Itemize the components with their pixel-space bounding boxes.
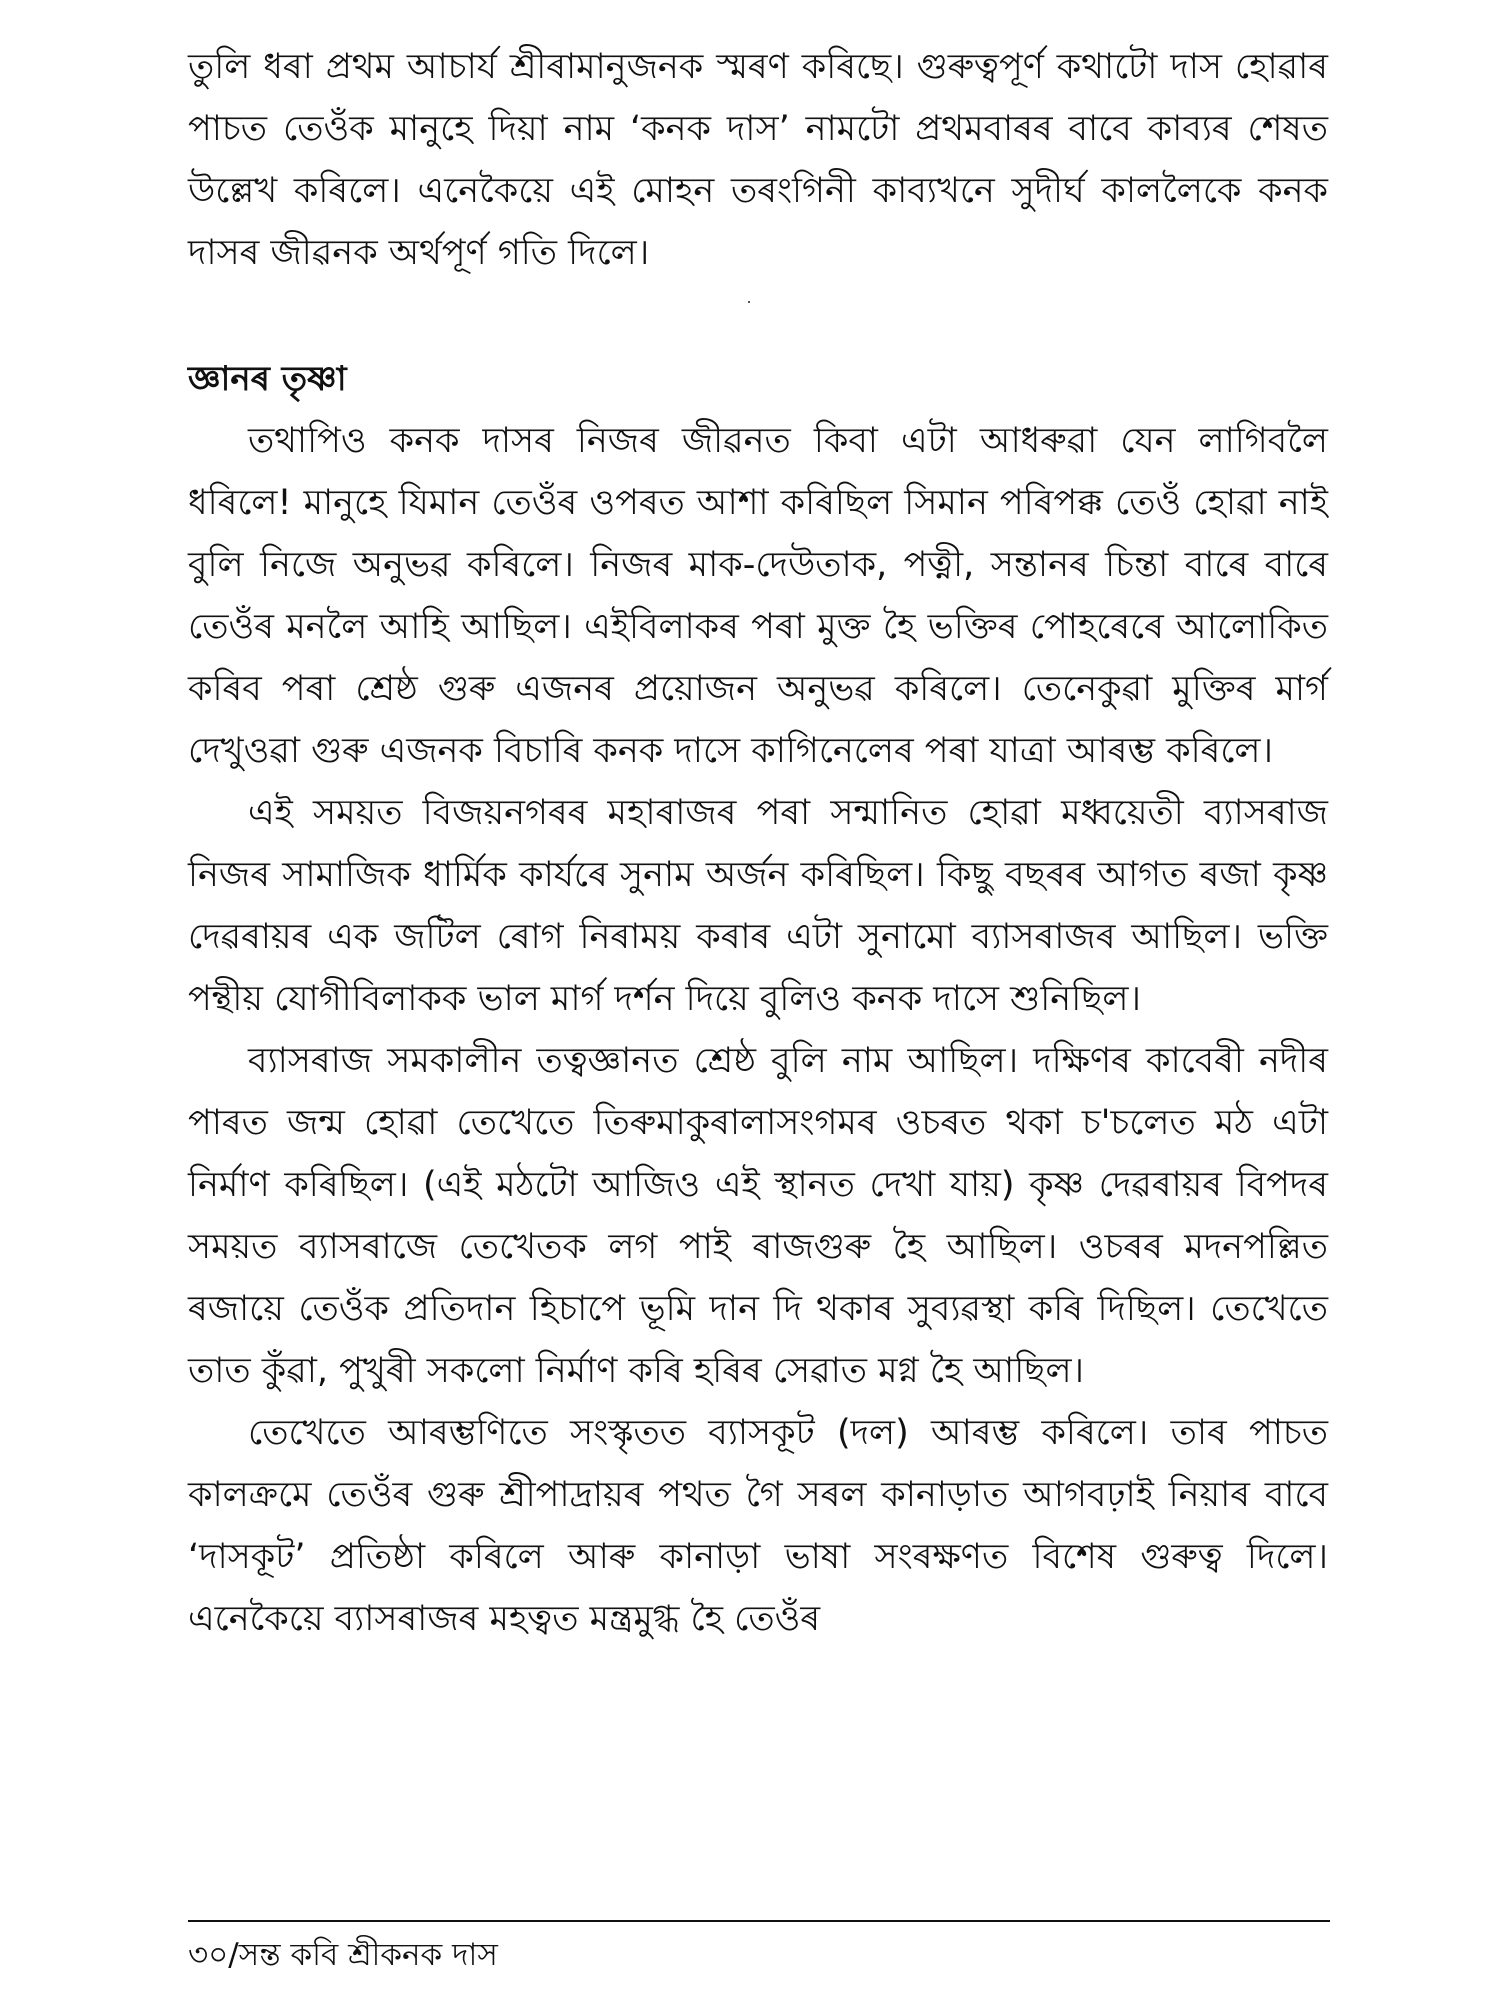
- section-knowledge-thirst: [188, 348, 1328, 1650]
- print-speck: [748, 301, 750, 303]
- paragraph: ব্যাসৰাজ সমকালীন তত্বজ্ঞানত শ্ৰেষ্ঠ বুলি নাম আছিল। দক্ষিণৰ কাবেৰী নদীৰ পাৰত জন্ম হোৱা তেখেতে তিৰুমাকুৰালাসংগমৰ ওচৰত থকা চ'চলেত মঠ এটা নিৰ্মাণ কৰিছিল। (এই মঠটো আজিও এই স্থানত দেখা যায়) কৃষ্ণ দেৱৰায়ৰ বিপদৰ সময়ত ব্যাসৰাজে তেখেতক লগ পাই ৰাজগুৰু হৈ আছিল। ওচৰৰ মদনপল্লিত ৰজায়ে তেওঁক প্ৰতিদান হিচাপে ভূমি দান দি থকাৰ সুব্যৱস্থা কৰি দিছিল। তেখেতে তাত কুঁৱা, পুখুৰী সকলো নিৰ্মাণ কৰি হৰিৰ সেৱাত মগ্ন হৈ আছিল।: [188, 1041, 1328, 1391]
- intro-text: [188, 36, 1328, 284]
- intro-paragraph: তুলি ধৰা প্ৰথম আচাৰ্য শ্ৰীৰামানুজনক স্মৰণ কৰিছে। গুৰুত্বপূৰ্ণ কথাটো দাস হোৱাৰ পাচত তেওঁক মানুহে দিয়া নাম ‘কনক দাস’ নামটো প্ৰথমবাৰৰ বাবে কাব্যৰ শেষত উল্লেখ কৰিলে। এনেকৈয়ে এই মোহন তৰংগিনী কাব্যখনে সুদীৰ্ঘ কাললৈকে কনক দাসৰ জীৱনক অৰ্থপূৰ্ণ গতি দিলে।: [188, 47, 1328, 273]
- paragraph: তথাপিও কনক দাসৰ নিজৰ জীৱনত কিবা এটা আধৰুৱা যেন লাগিবলৈ ধৰিলে! মানুহে যিমান তেওঁৰ ওপৰত আশা কৰিছিল সিমান পৰিপক্ক তেওঁ হোৱা নাই বুলি নিজে অনুভৱ কৰিলে। নিজৰ মাক-দেউতাক, পত্নী, সন্তানৰ চিন্তা বাৰে বাৰে তেওঁৰ মনলৈ আহি আছিল। এইবিলাকৰ পৰা মুক্ত হৈ ভক্তিৰ পোহৰেৰে আলোকিত কৰিব পৰা শ্ৰেষ্ঠ গুৰু এজনৰ প্ৰয়োজন অনুভৱ কৰিলে। তেনেকুৱা মুক্তিৰ মাৰ্গ দেখুওৱা গুৰু এজনক বিচাৰি কনক দাসে কাগিনেলেৰ পৰা যাত্ৰা আৰম্ভ কৰিলে।: [188, 421, 1328, 771]
- paragraph: এই সময়ত বিজয়নগৰৰ মহাৰাজৰ পৰা সন্মানিত হোৱা মধ্বয়েতী ব্যাসৰাজ নিজৰ সামাজিক ধাৰ্মিক কাৰ্যৰে সুনাম অৰ্জন কৰিছিল। কিছু বছৰৰ আগত ৰজা কৃষ্ণ দেৱৰায়ৰ এক জটিল ৰোগ নিৰাময় কৰাৰ এটা সুনামো ব্যাসৰাজৰ আছিল। ভক্তি পন্থীয় যোগীবিলাকক ভাল মাৰ্গ দৰ্শন দিয়ে বুলিও কনক দাসে শুনিছিল।: [188, 793, 1328, 1019]
- paragraph: তেখেতে আৰম্ভণিতে সংস্কৃতত ব্যাসকূট (দল) আৰম্ভ কৰিলে। তাৰ পাচত কালক্ৰমে তেওঁৰ গুৰু শ্ৰীপাদ্ৰায়ৰ পথত গৈ সৰল কানাড়াত আগবঢ়াই নিয়াৰ বাবে ‘দাসকূট’ প্ৰতিষ্ঠা কৰিলে আৰু কানাড়া ভাষা সংৰক্ষণত বিশেষ গুৰুত্ব দিলে। এনেকৈয়ে ব্যাসৰাজৰ মহত্বত মন্ত্ৰমুগ্ধ হৈ তেওঁৰ: [188, 1413, 1328, 1639]
- section-heading: জ্ঞানৰ তৃষ্ণা: [188, 359, 347, 399]
- footer-divider: [188, 1920, 1330, 1922]
- page-footer: ৩০/সন্ত কবি শ্ৰীকনক দাস: [188, 1937, 498, 1973]
